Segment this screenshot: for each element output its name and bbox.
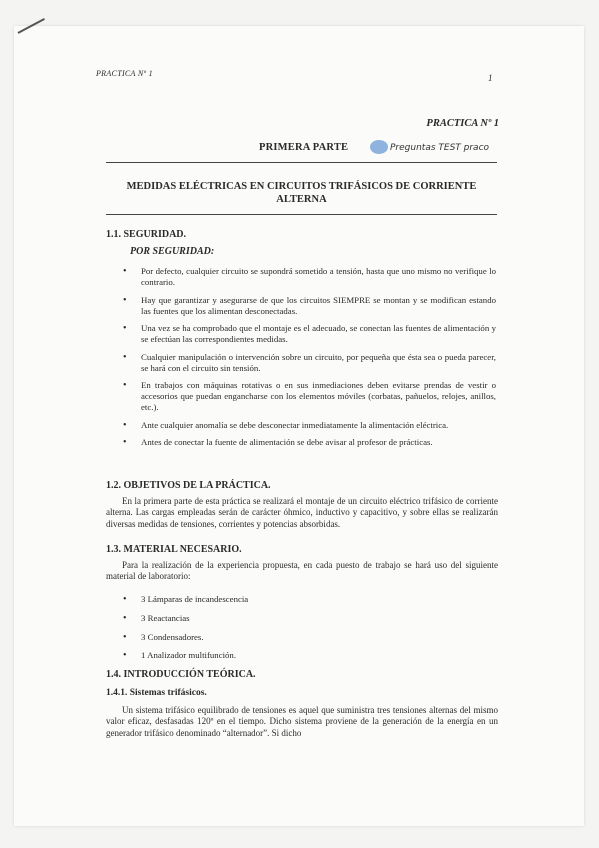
handwritten-note: Preguntas TEST praco xyxy=(390,143,490,153)
material-text: Para la realización de la experiencia propuesta, en cada puesto de trabajo se hará uso del siguiente material de laboratorio: xyxy=(106,560,498,582)
list-item: • Una vez se ha comprobado que el montaje es el adecuado, se conectan las fuentes de alimentación y se efectúan las correspondientes medidas. xyxy=(121,323,496,345)
list-item: • Antes de conectar la fuente de alimentación se debe avisar al profesor de prácticas. xyxy=(121,437,496,448)
parte-label: PRIMERA PARTE xyxy=(259,142,349,153)
list-item: • 3 Lámparas de incandescencia xyxy=(121,594,421,605)
page-number: 1 xyxy=(488,73,493,83)
heading-introduccion: 1.4. INTRODUCCIÓN TEÓRICA. xyxy=(106,669,256,680)
list-item: • Ante cualquier anomalía se debe desconectar inmediatamente la alimentación eléctrica. xyxy=(121,420,496,431)
material-list xyxy=(121,594,421,669)
heading-material: 1.3. MATERIAL NECESARIO. xyxy=(106,544,242,555)
main-title: MEDIDAS ELÉCTRICAS EN CIRCUITOS TRIFÁSICOS DE CORRIENTE ALTERNA xyxy=(126,181,477,205)
heading-seguridad: 1.1. SEGURIDAD. xyxy=(106,229,187,240)
introduccion-text: Un sistema trifásico equilibrado de tensiones es aquel que suministra tres tensiones alternas del mismo valor eficaz, desfasadas 120º en el tiempo. Dicho sistema proviene de la generación de la energía en un generador trifásico denominado “alternador”. Si dicho xyxy=(106,705,498,738)
objetivos-text: En la primera parte de esta práctica se realizará el montaje de un circuito eléctrico trifásico de corriente alterna. Las cargas empleadas serán de carácter óhmico, inductivo y capacitivo, y sobre ellas se realizarán diversas medidas de tensiones, corrientes y potencias absorbidas. xyxy=(106,496,498,529)
subheading-sistemas-trifasicos: 1.4.1. Sistemas trifásicos. xyxy=(106,688,207,698)
list-item: • 3 Reactancias xyxy=(121,613,421,624)
list-item: • En trabajos con máquinas rotativas o en sus inmediaciones deben evitarse prendas de vestir o accesorios que puedan engancharse con los elementos móviles (corbatas, pañuelos, relojes, anillos, etc.). xyxy=(121,380,496,413)
running-header: PRACTICA Nº 1 xyxy=(96,69,153,78)
list-item: • Cualquier manipulación o intervención sobre un circuito, por pequeña que ésta sea o pueda parecer, se hará con el circuito sin tensión. xyxy=(121,352,496,374)
subheading-por-seguridad: POR SEGURIDAD: xyxy=(130,246,215,257)
title-rule xyxy=(106,214,497,215)
highlight-mark xyxy=(370,140,388,154)
list-item: • Por defecto, cualquier circuito se supondrá sometido a tensión, hasta que uno mismo no verifique lo contrario. xyxy=(121,266,496,288)
practica-title: PRACTICA Nº 1 xyxy=(426,118,499,129)
safety-list xyxy=(121,266,496,455)
list-item: • Hay que garantizar y asegurarse de que los circuitos SIEMPRE se montan y se modifican estando las fuentes que los alimentan desconectadas. xyxy=(121,295,496,317)
heading-objetivos: 1.2. OBJETIVOS DE LA PRÁCTICA. xyxy=(106,480,271,491)
list-item: • 1 Analizador multifunción. xyxy=(121,650,421,661)
top-rule xyxy=(106,162,497,163)
list-item: • 3 Condensadores. xyxy=(121,632,421,643)
